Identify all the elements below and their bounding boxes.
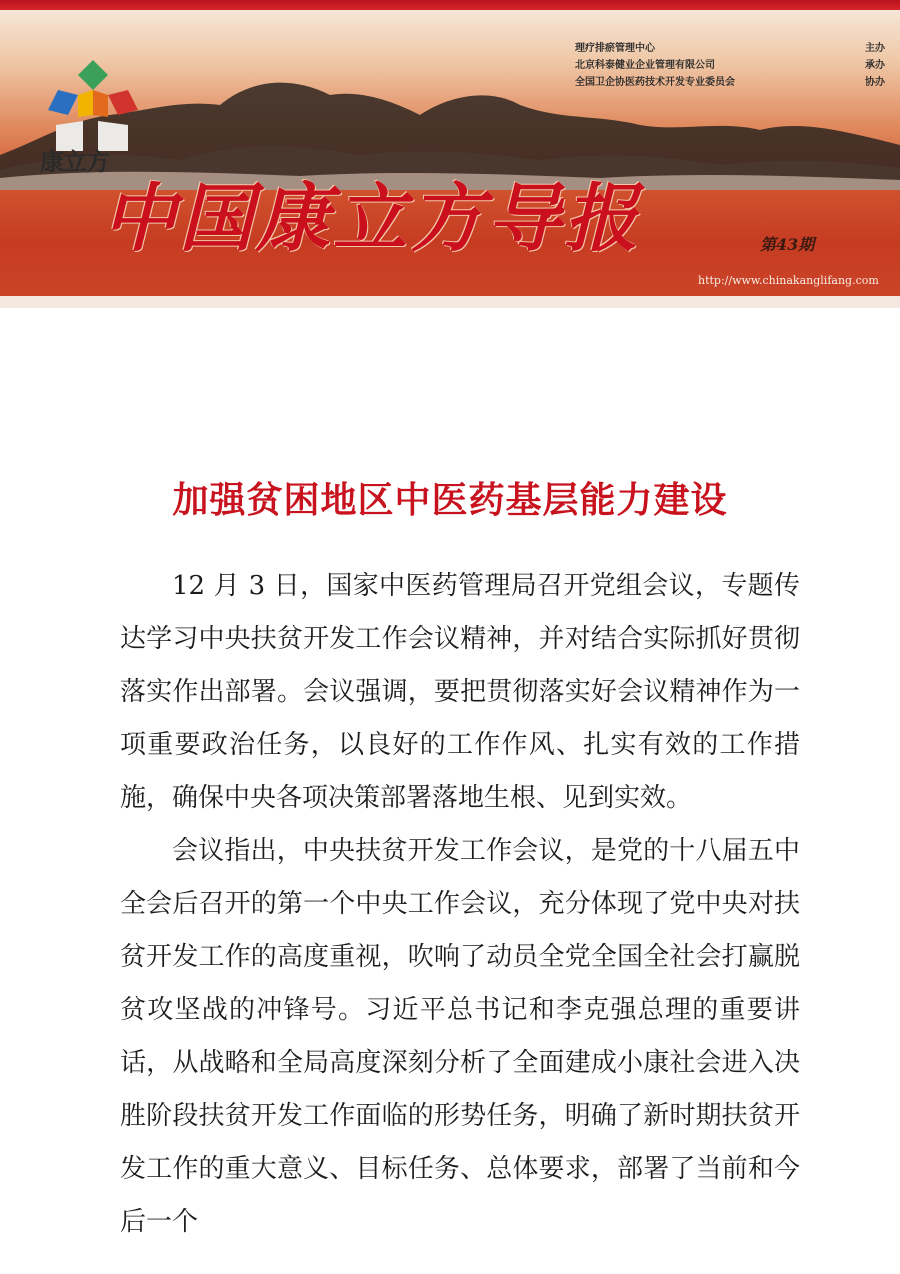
organizer-role: 承办: [865, 60, 885, 71]
organizer-list: [575, 40, 885, 91]
article-title: 加强贫困地区中医药基层能力建设: [172, 480, 728, 522]
article-paragraph: 12 月 3 日，国家中医药管理局召开党组会议，专题传达学习中央扶贫开发工作会议精神，并对结合实际抓好贯彻落实作出部署。会议强调，要把贯彻落实好会议精神作为一项重要政治任务，以良好的工作作风、扎实有效的工作措施，确保中央各项决策部署落地生根、见到实效。: [120, 571, 800, 813]
article-body: [120, 560, 800, 1249]
organizer-row: [575, 40, 885, 57]
issue-number: 第43期: [760, 235, 815, 254]
logo-text: 康立方: [40, 148, 109, 176]
site-url: http://www.chinakanglifang.com: [698, 274, 879, 287]
article-paragraph: 会议指出，中央扶贫开发工作会议，是党的十八届五中全会后召开的第一个中央工作会议，充分体现了党中央对扶贫开发工作的高度重视，吹响了动员全党全国全社会打赢脱贫攻坚战的冲锋号。习近平总书记和李克强总理的重要讲话，从战略和全局高度深刻分析了全面建成小康社会进入决胜阶段扶贫开发工作面临的形势任务，明确了新时期扶贫开发工作的重大意义、目标任务、总体要求，部署了当前和今后一个: [120, 836, 800, 1237]
organizer-name: 北京科泰健业企业管理有限公司: [575, 60, 715, 71]
organizer-name: 理疗排瘀管理中心: [575, 43, 655, 54]
top-stripe: [0, 0, 900, 10]
organizer-row: [575, 74, 885, 91]
organizer-role: 协办: [865, 77, 885, 88]
masthead-banner: [0, 10, 900, 300]
masthead-title: 中国康立方导报: [102, 176, 641, 262]
organizer-role: 主办: [865, 43, 885, 54]
banner-bottom-strip: [0, 296, 900, 308]
organizer-name: 全国卫企协医药技术开发专业委员会: [575, 77, 735, 88]
organizer-row: [575, 57, 885, 74]
